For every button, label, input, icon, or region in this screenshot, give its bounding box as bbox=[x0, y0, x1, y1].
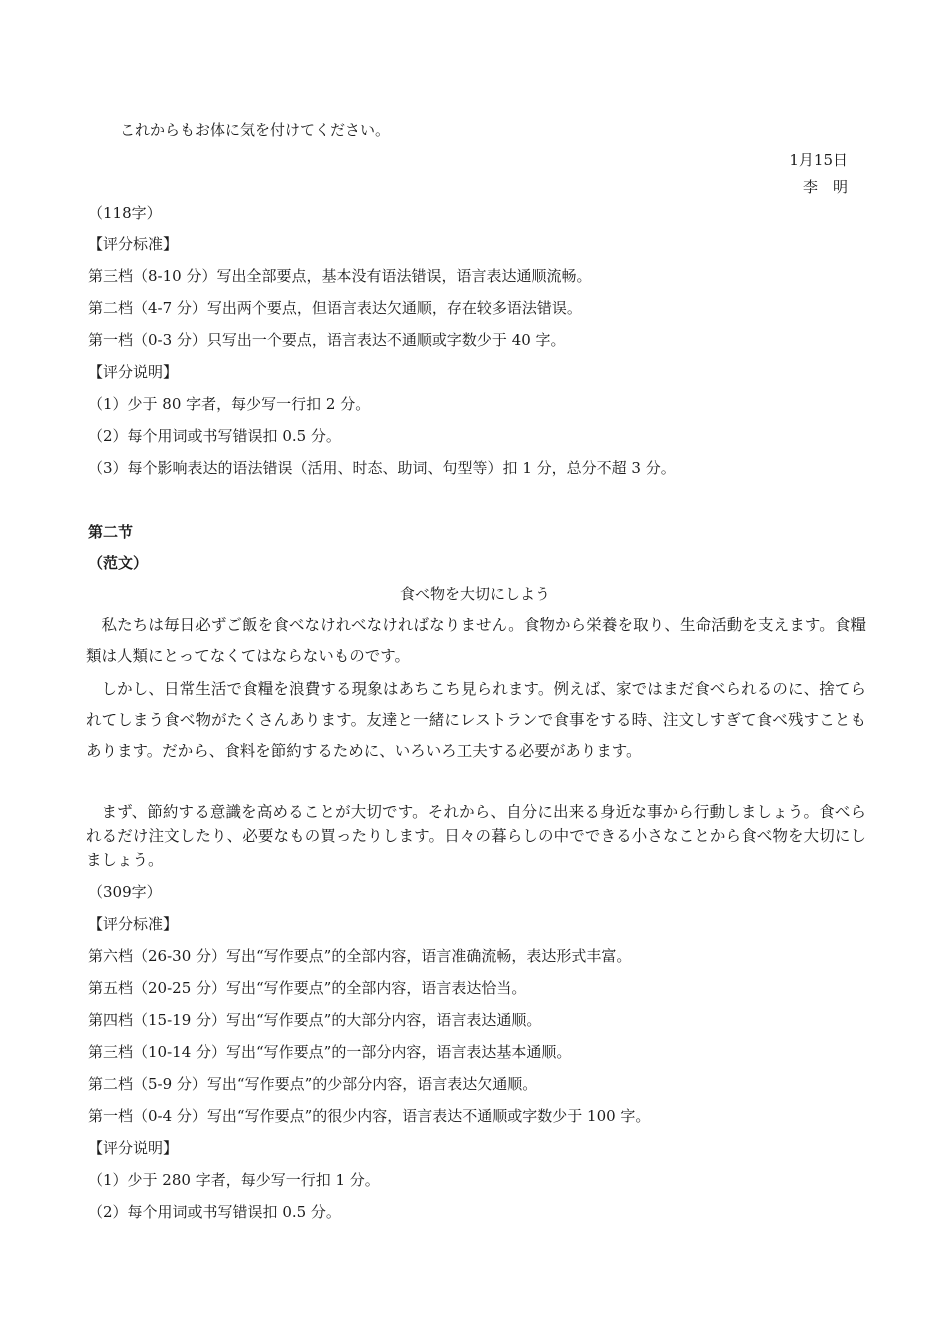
rubric-criteria-item: 第二档（5-9 分）写出“写作要点”的少部分内容，语言表达欠通顺。 bbox=[88, 1075, 538, 1093]
rubric-notes-title: 【评分说明】 bbox=[88, 1139, 179, 1157]
rubric-criteria-item: 第四档（15-19 分）写出“写作要点”的大部分内容，语言表达通顺。 bbox=[88, 1011, 542, 1029]
rubric-note-item: （3）每个影响表达的语法错误（活用、时态、助词、句型等）扣 1 分，总分不超 3 分。 bbox=[88, 459, 676, 477]
sample-essay-label: （范文） bbox=[88, 554, 149, 572]
rubric-criteria-item: 第六档（26-30 分）写出“写作要点”的全部内容，语言准确流畅，表达形式丰富。 bbox=[88, 947, 632, 965]
rubric-note-item: （2）每个用词或书写错误扣 0.5 分。 bbox=[88, 1203, 341, 1221]
rubric-notes-title: 【评分说明】 bbox=[88, 363, 179, 381]
letter-signature: 李 明 bbox=[802, 178, 848, 196]
essay-title: 食べ物を大切にしよう bbox=[399, 585, 550, 603]
essay-paragraph: まず、節約する意識を高めることが大切です。それから、自分に出来る身近な事から行動しましょう。食べられるだけ注文したり、必要なもの買ったりします。日々の暮らしの中でできる小さなことから食べ物を大切にしましょう。 bbox=[86, 803, 866, 869]
letter-date: 1月15日 bbox=[789, 151, 848, 169]
letter-char-count: （118字） bbox=[88, 204, 162, 222]
rubric-criteria-item: 第一档（0-4 分）写出“写作要点”的很少内容，语言表达不通顺或字数少于 100 字。 bbox=[88, 1107, 651, 1125]
rubric-criteria-title: 【评分标准】 bbox=[88, 915, 179, 933]
rubric-note-item: （1）少于 80 字者，每少写一行扣 2 分。 bbox=[88, 395, 371, 413]
letter-closing-line: これからもお体に気を付けてください。 bbox=[120, 121, 391, 139]
essay-char-count: （309字） bbox=[88, 883, 162, 901]
rubric-criteria-item: 第五档（20-25 分）写出“写作要点”的全部内容，语言表达恰当。 bbox=[88, 979, 527, 997]
rubric-criteria-item: 第三档（8-10 分）写出全部要点，基本没有语法错误，语言表达通顺流畅。 bbox=[88, 267, 592, 285]
section-heading: 第二节 bbox=[88, 523, 134, 541]
essay-paragraph: しかし、日常生活で食糧を浪費する現象はあちこち見られます。例えば、家ではまだ食べられるのに、捨てられてしまう食べ物がたくさんあります。友達と一緒にレストランで食事をする時、注文しすぎて食べ残すこともあります。だから、食料を節約するために、いろいろ工夫する必要があります。 bbox=[86, 680, 866, 760]
rubric-criteria-item: 第一档（0-3 分）只写出一个要点，语言表达不通顺或字数少于 40 字。 bbox=[88, 331, 566, 349]
rubric-criteria-item: 第二档（4-7 分）写出两个要点，但语言表达欠通顺，存在较多语法错误。 bbox=[88, 299, 582, 317]
rubric-criteria-title: 【评分标准】 bbox=[88, 235, 179, 253]
rubric-note-item: （1）少于 280 字者，每少写一行扣 1 分。 bbox=[88, 1171, 380, 1189]
rubric-note-item: （2）每个用词或书写错误扣 0.5 分。 bbox=[88, 427, 341, 445]
rubric-criteria-item: 第三档（10-14 分）写出“写作要点”的一部分内容，语言表达基本通顺。 bbox=[88, 1043, 572, 1061]
essay-paragraph: 私たちは毎日必ずご飯を食べなけれべなければなりません。食物から栄養を取り、生命活動を支えます。食糧類は人類にとってなくてはならないものです。 bbox=[86, 616, 866, 665]
